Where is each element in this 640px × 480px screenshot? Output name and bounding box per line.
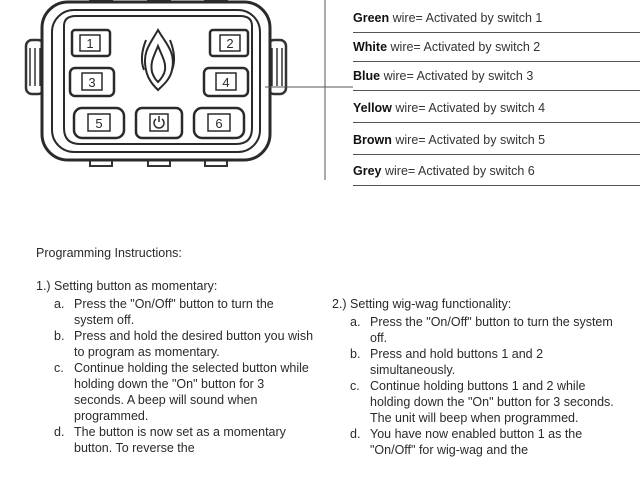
step-text: Press the "On/Off" button to turn the system off. bbox=[370, 315, 613, 345]
wire-description: wire= Activated by switch 2 bbox=[390, 40, 541, 54]
wire-name: White bbox=[353, 40, 388, 54]
button-1[interactable] bbox=[72, 30, 110, 56]
wire-row-blue bbox=[353, 62, 640, 91]
wigwag-section bbox=[332, 296, 622, 458]
step-text: Continue holding buttons 1 and 2 while holding down the "On" button for 3 seconds. The unit will beep when programmed. bbox=[370, 379, 614, 425]
wire-description: wire= Activated by switch 3 bbox=[383, 69, 534, 83]
instructions-title: Programming Instructions: bbox=[36, 246, 182, 260]
wire-leader-line bbox=[265, 0, 355, 180]
step-letter: b. bbox=[54, 329, 65, 343]
step-item bbox=[36, 424, 316, 456]
svg-text:3: 3 bbox=[88, 75, 96, 90]
wire-name: Green bbox=[353, 11, 390, 25]
step-text: Press the "On/Off" button to turn the system off. bbox=[74, 297, 274, 327]
step-letter: d. bbox=[54, 425, 65, 439]
button-3[interactable] bbox=[70, 68, 114, 96]
momentary-section-title: 1.) Setting button as momentary: bbox=[36, 279, 218, 293]
step-letter: c. bbox=[350, 379, 360, 393]
svg-text:6: 6 bbox=[215, 116, 223, 131]
button-5[interactable] bbox=[74, 108, 124, 138]
wire-description: wire= Activated by switch 4 bbox=[395, 101, 546, 115]
svg-text:4: 4 bbox=[222, 75, 230, 90]
wire-description: wire= Activated by switch 5 bbox=[395, 133, 546, 147]
step-item bbox=[36, 360, 316, 424]
wire-row-grey bbox=[353, 157, 640, 186]
step-item bbox=[36, 328, 316, 360]
svg-text:5: 5 bbox=[95, 116, 103, 131]
wire-row-white bbox=[353, 33, 640, 62]
step-text: Continue holding the selected button while holding down the "On" button for 3 seconds. A beep will sound when programmed. bbox=[74, 361, 309, 423]
svg-text:1: 1 bbox=[86, 36, 94, 51]
wire-name: Blue bbox=[353, 69, 381, 83]
step-item bbox=[36, 296, 316, 328]
step-letter: c. bbox=[54, 361, 64, 375]
wire-row-green bbox=[353, 4, 640, 33]
step-text: Press and hold the desired button you wish to program as momentary. bbox=[74, 329, 314, 359]
button-4[interactable] bbox=[204, 68, 248, 96]
svg-text:2: 2 bbox=[226, 36, 234, 51]
wire-name: Grey bbox=[353, 164, 382, 178]
wire-description: wire= Activated by switch 1 bbox=[392, 11, 543, 25]
wire-row-brown bbox=[353, 126, 640, 155]
wire-row-yellow bbox=[353, 94, 640, 123]
button-2[interactable] bbox=[210, 30, 248, 56]
wigwag-section-title: 2.) Setting wig-wag functionality: bbox=[332, 297, 512, 311]
power-button[interactable] bbox=[136, 108, 182, 138]
step-letter: a. bbox=[54, 297, 65, 311]
momentary-section bbox=[36, 278, 316, 456]
step-text: You have now enabled button 1 as the "On/Off" for wig-wag and the bbox=[370, 427, 583, 457]
step-item bbox=[332, 378, 622, 426]
step-letter: a. bbox=[350, 315, 361, 329]
step-text: Press and hold buttons 1 and 2 simultaneously. bbox=[370, 347, 544, 377]
step-text: The button is now set as a momentary button. To reverse the bbox=[74, 425, 286, 455]
button-6[interactable] bbox=[194, 108, 244, 138]
step-letter: b. bbox=[350, 347, 361, 361]
step-item bbox=[332, 314, 622, 346]
wire-description: wire= Activated by switch 6 bbox=[384, 164, 535, 178]
wire-name: Brown bbox=[353, 133, 392, 147]
wire-name: Yellow bbox=[353, 101, 392, 115]
step-letter: d. bbox=[350, 427, 361, 441]
step-item bbox=[332, 346, 622, 378]
step-item bbox=[332, 426, 622, 458]
